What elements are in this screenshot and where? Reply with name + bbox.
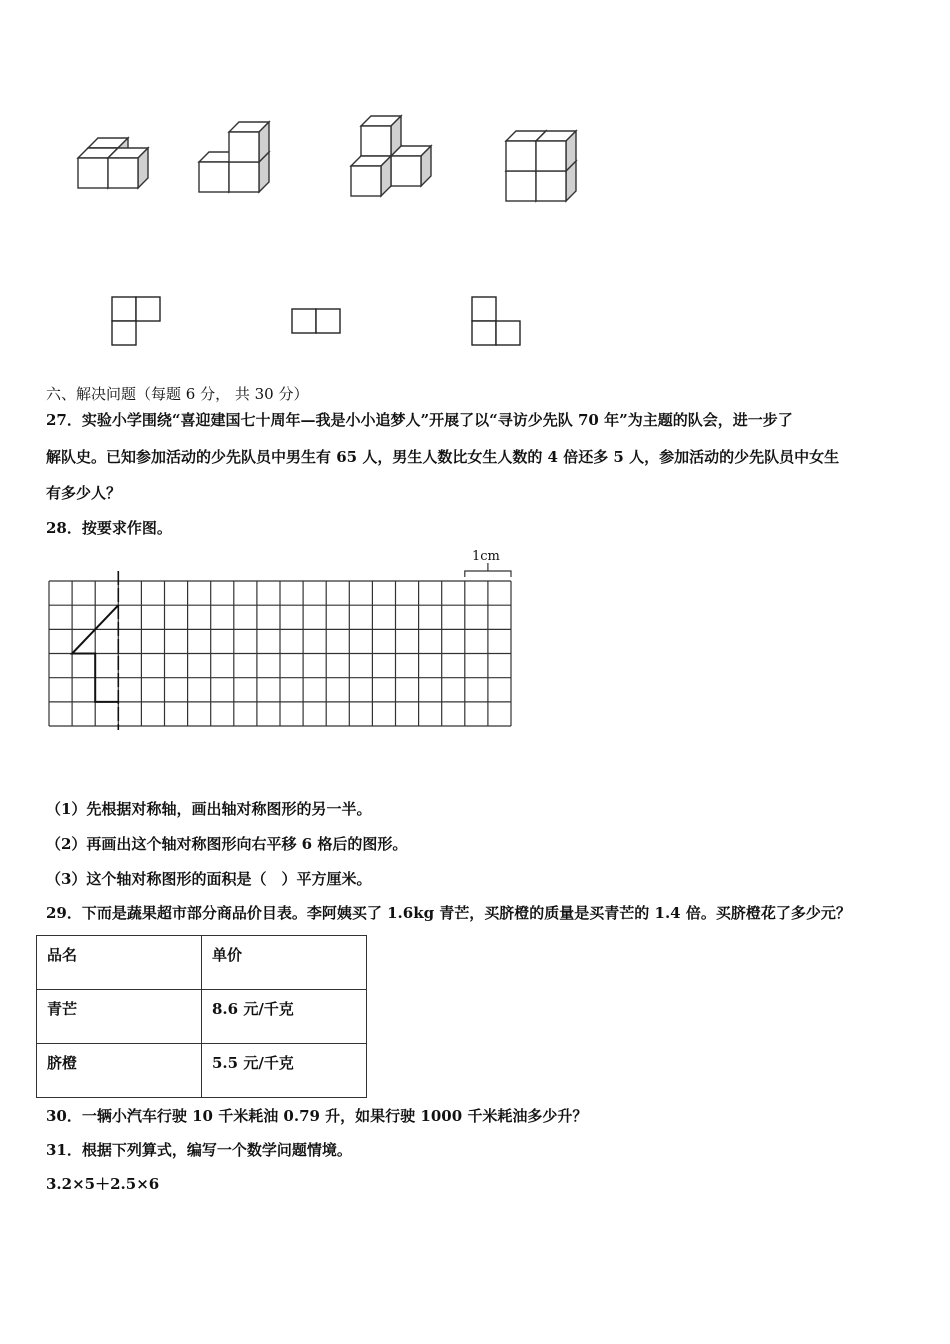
q27-line1: 27．实验小学围绕“喜迎建国七十周年—我是小小追梦人”开展了以“寻访少先队 70 年”为主题的队会，进一步了: [46, 411, 793, 429]
section-heading: 六、解决问题（每题 6 分， 共 30 分）: [46, 385, 309, 403]
q28-sub3: （3）这个轴对称图形的面积是（ ）平方厘米。: [46, 870, 372, 888]
header-price: 单价: [202, 936, 367, 990]
scale-label: 1cm: [472, 549, 500, 564]
q30-text: 30．一辆小汽车行驶 10 千米耗油 0.79 升，如果行驶 1000 千米耗油多少升？: [46, 1107, 588, 1125]
q28-sub2: （2）再画出这个轴对称图形向右平移 6 格后的图形。: [46, 835, 408, 853]
q28-sub1: （1）先根据对称轴，画出轴对称图形的另一半。: [46, 800, 372, 818]
q29-text: 29．下而是蔬果超市部分商品价目表。李阿姨买了 1.6kg 青芒，买脐橙的质量是买青芒的 1.4 倍。买脐橙花了多少元？: [46, 904, 851, 922]
table-row: [37, 1044, 367, 1098]
q28-title: 28．按要求作图。: [46, 519, 172, 537]
cell-name: 脐橙: [37, 1044, 202, 1098]
table-header-row: [37, 936, 367, 990]
table-row: [37, 990, 367, 1044]
cell-price: 5.5 元/千克: [202, 1044, 367, 1098]
q31-text: 31．根据下列算式，编写一个数学问题情境。: [46, 1141, 352, 1159]
header-name: 品名: [37, 936, 202, 990]
cell-name: 青芒: [37, 990, 202, 1044]
q31-expression: 3.2×5＋2.5×6: [46, 1175, 160, 1193]
q27-line2: 解队史。已知参加活动的少先队员中男生有 65 人，男生人数比女生人数的 4 倍还多 5 人，参加活动的少先队员中女生: [46, 448, 840, 466]
q27-line3: 有多少人？: [46, 484, 122, 502]
price-table: [36, 935, 367, 1098]
cell-price: 8.6 元/千克: [202, 990, 367, 1044]
